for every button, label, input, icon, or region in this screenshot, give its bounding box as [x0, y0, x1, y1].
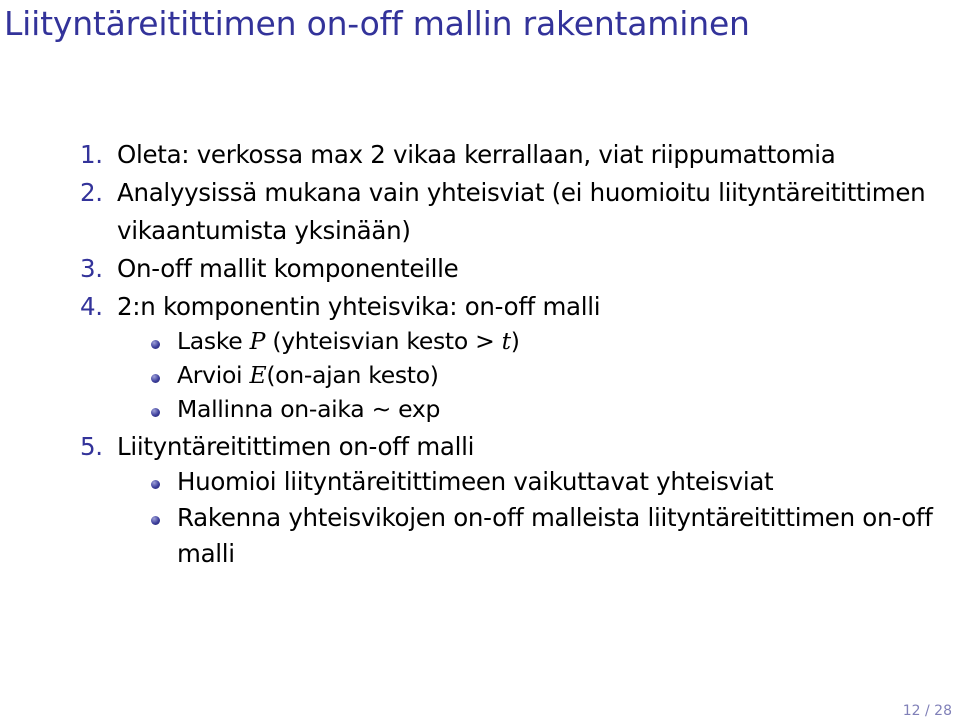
item-number: 4.	[80, 292, 103, 321]
item-text: Liityntäreitittimen on-off malli	[117, 432, 475, 461]
sub-item-text: Arvioi E(on-ajan kesto)	[177, 361, 439, 389]
item-text: Analyysissä mukana vain yhteisviat (ei huomioitu liityntäreitittimen vikaantumista yksinään)	[117, 178, 926, 245]
sub-list-item	[80, 324, 940, 358]
sub-list-item	[80, 464, 940, 500]
sub-item-text: Huomioi liityntäreitittimeen vaikuttavat yhteisviat	[177, 467, 774, 496]
item-text: 2:n komponentin yhteisvika: on-off malli	[117, 292, 601, 321]
item-text: Oleta: verkossa max 2 vikaa kerrallaan, viat riippumattomia	[117, 140, 836, 169]
sub-list	[117, 324, 940, 426]
item-number: 2.	[80, 178, 103, 207]
bullet-icon	[151, 480, 160, 489]
numbered-list	[80, 136, 940, 572]
sub-item-text: Mallinna on-aika ∼ exp	[177, 395, 441, 423]
item-text: On-off mallit komponenteille	[117, 254, 459, 283]
bullet-icon	[151, 408, 160, 417]
item-number: 3.	[80, 254, 103, 283]
sub-list	[117, 464, 940, 572]
slide-title: Liityntäreitittimen on-off mallin rakentaminen	[4, 4, 750, 43]
item-number: 5.	[80, 432, 103, 461]
list-item-5	[80, 428, 940, 572]
sub-list-item	[80, 392, 940, 426]
sub-list-item	[80, 358, 940, 392]
sub-list-item	[80, 500, 940, 572]
item-number: 1.	[80, 140, 103, 169]
sub-item-text: Laske P (yhteisvian kesto > t)	[177, 327, 520, 355]
list-item-4	[80, 288, 940, 426]
list-item-1	[80, 136, 940, 174]
list-item-2	[80, 174, 940, 250]
bullet-icon	[151, 340, 160, 349]
list-item-3	[80, 250, 940, 288]
bullet-icon	[151, 516, 160, 525]
sub-item-text: Rakenna yhteisvikojen on-off malleista liityntäreitittimen on-off malli	[177, 503, 933, 568]
bullet-icon	[151, 374, 160, 383]
page-number: 12 / 28	[902, 703, 952, 719]
